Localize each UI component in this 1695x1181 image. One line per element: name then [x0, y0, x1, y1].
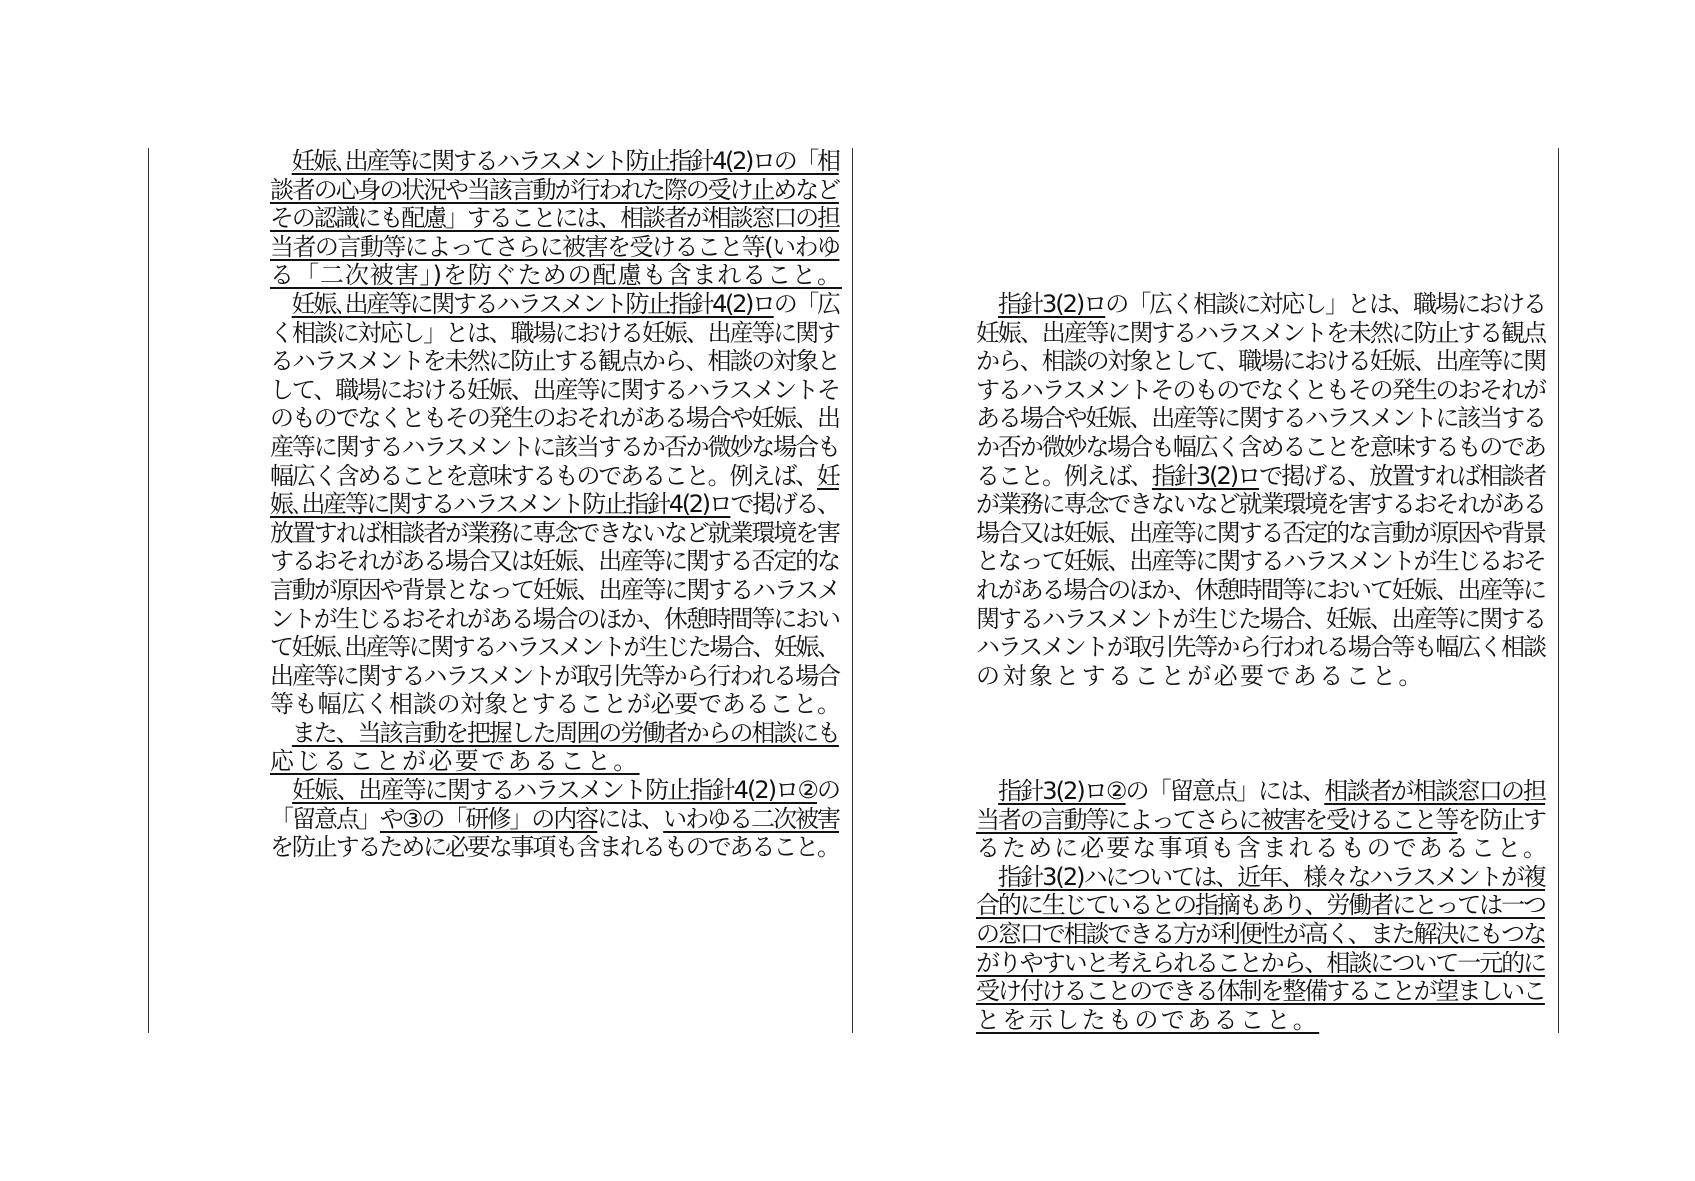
text-segment: ハラスメントが取引先等から行われる場合等も幅広く相談	[976, 633, 1545, 662]
text-segment: となって妊娠、出産等に関するハラスメントが生じるおそ	[976, 547, 1545, 576]
text-line	[270, 633, 841, 662]
text-line	[976, 605, 1547, 634]
text-line	[270, 233, 841, 262]
text-segment: 場合又は妊娠、出産等に関する否定的な言動が原因や背景	[976, 518, 1545, 547]
underlined-text: 当者の言動等によってさらに被害を受けること等(いわゆ	[270, 232, 840, 261]
text-segment	[270, 776, 292, 804]
right-column-bottom-current-text	[976, 777, 1550, 1034]
text-line	[976, 662, 1547, 691]
text-segment: を防止するために必要な事項も含まれるものであること。	[270, 833, 839, 862]
text-segment: 言動が原因や背景となって妊娠、出産等に関するハラスメ	[270, 575, 839, 604]
underlined-text: 妊娠､出産等に関するハラスメント防止指針4(2)ロ	[291, 289, 774, 318]
text-line	[976, 433, 1547, 462]
text-segment: るハラスメントを未然に防止する観点から、相談の対象と	[270, 347, 839, 376]
text-segment: れがある場合のほか、休憩時間等において妊娠、出産等に	[976, 575, 1545, 604]
underlined-text: や③の「研修」の内容	[379, 804, 598, 833]
text-segment: 等も幅広く相談の対象とすることが必要であること。	[270, 690, 841, 719]
text-line	[976, 347, 1547, 376]
text-line	[976, 806, 1547, 835]
text-line	[976, 891, 1547, 920]
underlined-text: また、当該言動を把握した周囲の労働者からの相談にも	[291, 718, 839, 747]
text-segment: するハラスメントそのものでなくともその発生のおそれが	[976, 375, 1545, 404]
text-line	[976, 462, 1547, 491]
text-line	[270, 433, 841, 462]
underlined-text: 妊娠､出産等に関するハラスメント防止指針4(2)ロの「相	[291, 147, 839, 175]
text-line	[270, 319, 841, 348]
text-line	[976, 290, 1547, 319]
text-line	[270, 805, 841, 834]
text-segment: が業務に専念できないなど就業環境を害するおそれがある	[976, 490, 1545, 519]
underlined-text: 妊娠、出産等に関するハラスメント防止指針4(2)ロ②	[292, 776, 817, 805]
text-segment	[270, 719, 292, 747]
text-segment: るために必要な事項も含まれるものであること。	[976, 834, 1550, 863]
text-line	[270, 519, 841, 548]
underlined-text: る「二次被害」)を防ぐための配慮も含まれること。	[270, 261, 842, 290]
underlined-text: とを示したものであること。	[976, 1005, 1320, 1034]
text-line	[976, 863, 1547, 892]
text-line	[270, 176, 841, 205]
text-line	[976, 834, 1550, 863]
text-segment	[270, 290, 292, 318]
text-line	[976, 977, 1547, 1006]
text-line	[976, 576, 1547, 605]
underlined-text: 談者の心身の状況や当該言動が行われた際の受け止めなど	[270, 175, 839, 204]
text-line	[976, 920, 1547, 949]
text-line	[976, 519, 1547, 548]
underlined-text: 相談者が相談窓口の担	[1324, 777, 1546, 805]
underlined-text: いわゆる二次被害	[663, 804, 840, 833]
text-line	[976, 777, 1547, 806]
text-segment: 関するハラスメントが生じた場合、妊娠、出産等に関する	[976, 604, 1545, 633]
text-segment: の「広	[773, 289, 839, 318]
text-segment: の「留意点」には、	[1125, 777, 1325, 805]
text-line	[270, 690, 841, 719]
right-border-line	[1558, 148, 1559, 1033]
text-line	[270, 833, 841, 862]
text-line	[270, 404, 841, 433]
text-segment: の「広く相談に対応し」とは、職場における	[1105, 290, 1546, 318]
text-line	[976, 404, 1547, 433]
text-segment: ントが生じるおそれがある場合のほか、休憩時間等におい	[270, 604, 839, 633]
text-segment: の対象とすることが必要であること。	[976, 661, 1425, 690]
underlined-text: がりやすいと考えられることから、相談について一元的に	[976, 948, 1545, 977]
underlined-text: 合的に生じているとの指摘もあり、労働者にとっては一つ	[976, 891, 1545, 920]
text-line	[976, 547, 1547, 576]
text-segment: 妊娠、出産等に関するハラスメントを未然に防止する観点	[976, 318, 1545, 347]
text-segment: く相談に対応し」とは、職場における妊娠、出産等に関す	[270, 318, 839, 347]
text-line	[270, 605, 841, 634]
underlined-text: 当者の言動等によってさらに被害を受けること等	[976, 805, 1458, 834]
text-segment: て妊娠､出産等に関するハラスメントが生じた場合、妊娠、	[270, 633, 839, 662]
text-segment: 「留意点」	[270, 804, 380, 833]
center-divider-line	[852, 148, 853, 1033]
text-segment: のものでなくともその発生のおそれがある場合や妊娠、出	[270, 404, 839, 433]
underlined-text: 娠､出産等に関するハラスメント防止指針4(2)ロ	[270, 490, 731, 519]
text-segment	[270, 147, 292, 175]
underlined-text: 指針3(2)ロ②	[998, 777, 1126, 805]
text-segment: して、職場における妊娠、出産等に関するハラスメントそ	[270, 375, 839, 404]
text-segment: 幅広く含めることを意味するものであること。例えば、	[270, 461, 817, 490]
text-line	[270, 719, 841, 748]
text-line	[270, 776, 841, 805]
underlined-text: 指針3(2)ロ	[998, 290, 1106, 318]
text-segment: には、	[597, 804, 664, 833]
text-segment: で掲げる、放置すれば相談者	[1259, 461, 1545, 490]
text-line	[270, 290, 841, 319]
text-segment: 産等に関するハラスメントに該当するか否か微妙な場合も	[270, 432, 839, 461]
text-line	[976, 633, 1547, 662]
right-column-top-current-text	[976, 290, 1547, 690]
text-segment: で掲げる、	[730, 490, 839, 519]
underlined-text: 指針3(2)ロ	[1151, 461, 1260, 490]
text-line	[976, 490, 1547, 519]
underlined-text: 妊	[817, 461, 839, 490]
text-line	[976, 319, 1547, 348]
underlined-text: 受け付けることのできる体制を整備することが望ましいこ	[976, 977, 1545, 1006]
text-line	[270, 261, 841, 290]
text-segment: から、相談の対象として、職場における妊娠、出産等に関	[976, 347, 1545, 376]
text-line	[976, 376, 1547, 405]
text-segment: するおそれがある場合又は妊娠、出産等に関する否定的な	[270, 547, 839, 576]
text-segment: を防止す	[1457, 805, 1545, 834]
left-column-revised-text	[270, 147, 841, 862]
text-line	[270, 747, 841, 776]
text-segment	[976, 863, 998, 891]
text-segment: 出産等に関するハラスメントが取引先等から行われる場合	[270, 661, 839, 690]
underlined-text: 応じることが必要であること。	[270, 747, 640, 776]
left-border-line	[148, 148, 149, 1033]
text-line	[270, 490, 841, 519]
text-line	[270, 147, 841, 176]
underlined-text: の窓口で相談できる方が利便性が高く、また解決にもつな	[976, 919, 1545, 948]
underlined-text: その認識にも配慮」することには、相談者が相談窓口の担	[270, 204, 839, 233]
text-line	[270, 376, 841, 405]
text-line	[270, 347, 841, 376]
text-segment: の	[817, 776, 840, 805]
text-segment: か否か微妙な場合も幅広く含めることを意味するものであ	[976, 432, 1545, 461]
text-line	[270, 662, 841, 691]
text-line	[976, 1006, 1547, 1035]
underlined-text: 指針3(2)ハについては、近年、様々なハラスメントが複	[998, 862, 1546, 891]
text-segment	[976, 777, 998, 805]
text-line	[270, 576, 841, 605]
text-line	[270, 462, 841, 491]
text-segment: 放置すれば相談者が業務に専念できないなど就業環境を害	[270, 518, 839, 547]
text-line	[976, 949, 1547, 978]
text-segment: ること。例えば、	[976, 461, 1152, 490]
text-segment	[976, 290, 998, 318]
text-line	[270, 547, 841, 576]
text-segment: ある場合や妊娠、出産等に関するハラスメントに該当する	[976, 404, 1545, 433]
text-line	[270, 204, 841, 233]
